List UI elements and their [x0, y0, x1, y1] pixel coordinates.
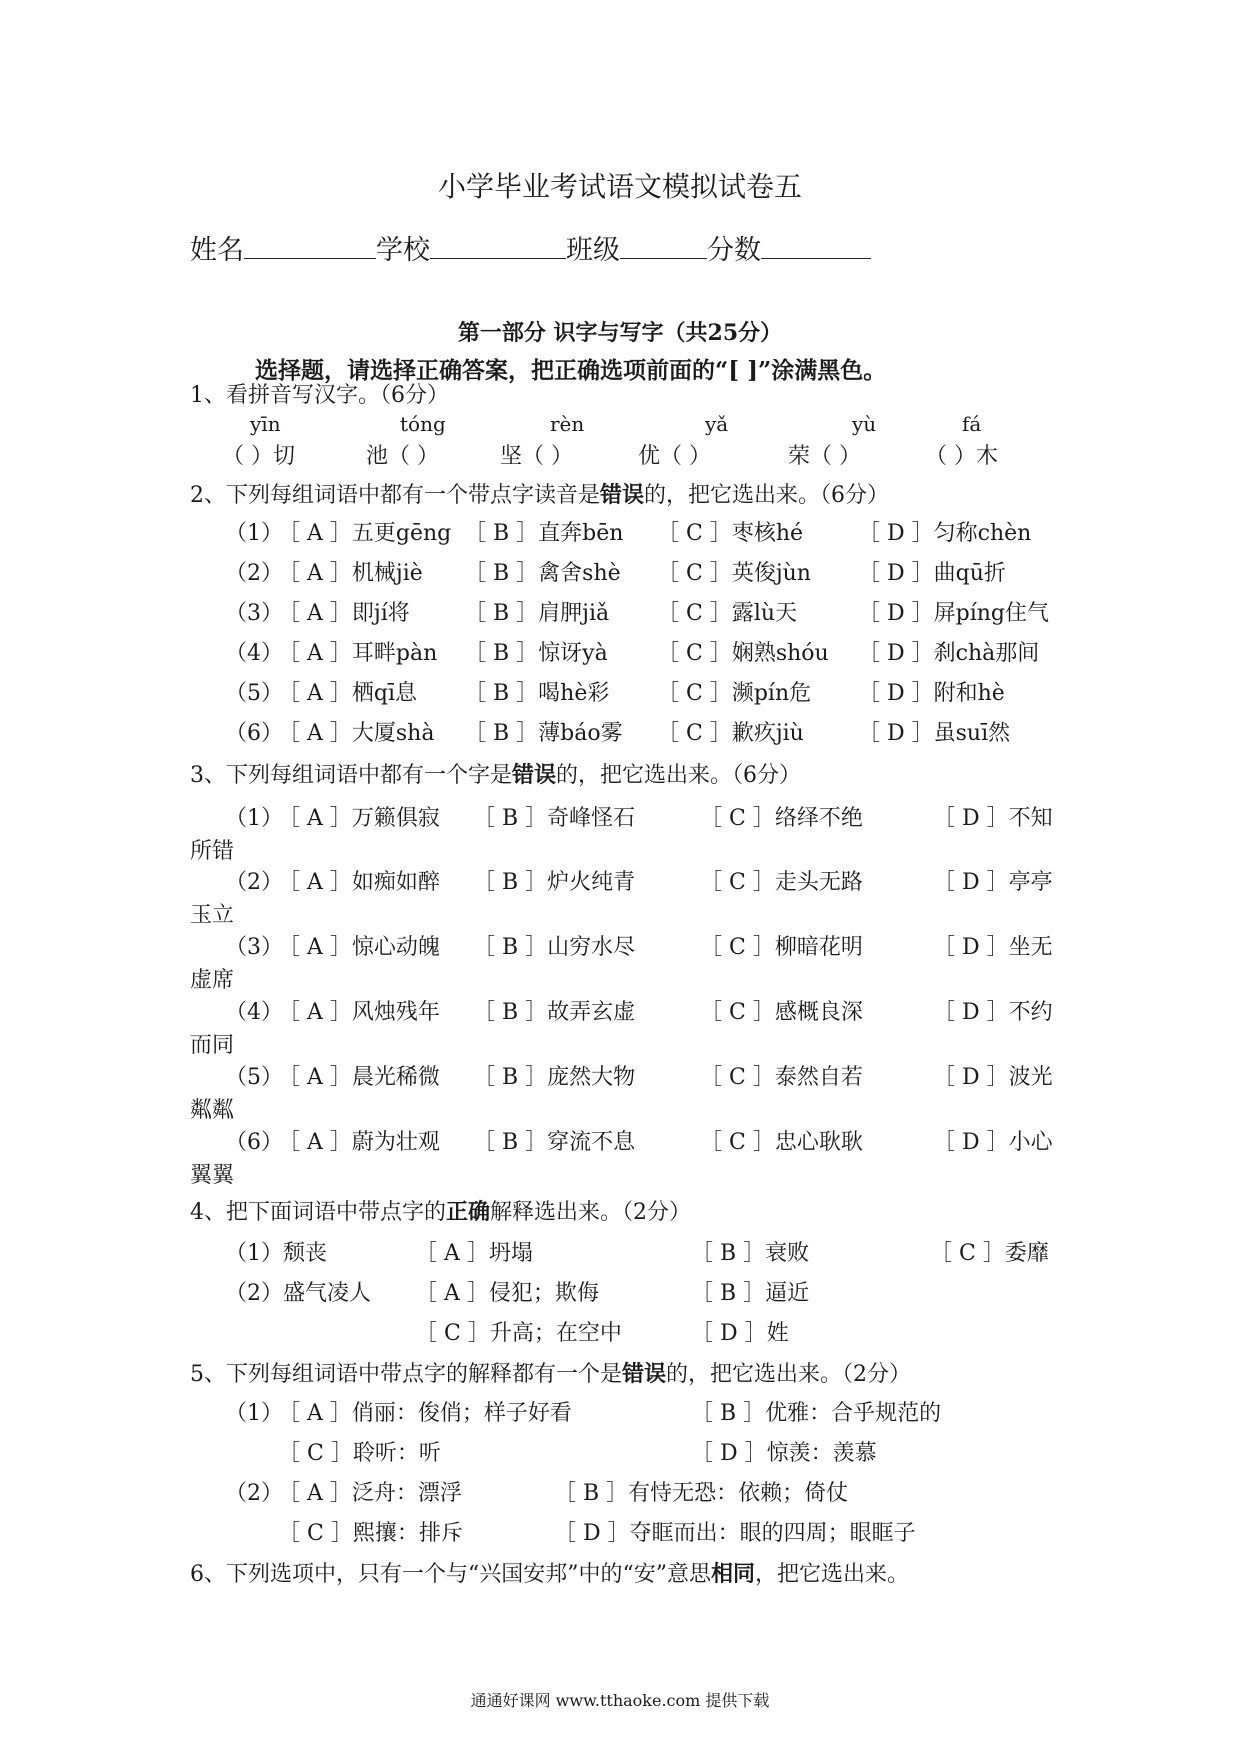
q1-pinyin-3: rèn [550, 412, 585, 436]
q1-blank-1[interactable]: （ ）切 [222, 444, 295, 469]
q3-row3-d[interactable]: ［ D ］坐无 [933, 935, 1053, 960]
q3-row2-wrap: 玉立 [190, 903, 235, 928]
q2-row1-d[interactable]: ［ D ］匀称chèn [858, 521, 1032, 546]
q4-row3-c[interactable]: ［ C ］升高；在空中 [415, 1321, 622, 1346]
q4-row2-a[interactable]: ［ A ］侵犯；欺侮 [415, 1281, 599, 1306]
q6-stem-bold: 相同 [711, 1561, 756, 1587]
q2-row2-a[interactable]: ［ A ］机械jiè [278, 561, 423, 586]
q3-stem [190, 761, 801, 790]
q6-stem-a: 6、下列选项中，只有一个与“兴国安邦”中的“安”意思 [190, 1562, 711, 1587]
q3-stem-a: 3、下列每组词语中都有一个字是 [190, 763, 512, 788]
q2-row4-num: （4） [225, 641, 283, 666]
score-blank[interactable] [761, 234, 871, 259]
q2-row1-a[interactable]: ［ A ］五更gēng [278, 521, 452, 546]
name-label: 姓名 [190, 235, 244, 266]
q5-stem-c: 的，把它选出来。（2分） [666, 1362, 912, 1387]
q2-row3-a[interactable]: ［ A ］即jí将 [278, 601, 410, 626]
q4-row1-a[interactable]: ［ A ］坍塌 [415, 1241, 533, 1266]
q3-row2-num: （2） [225, 870, 283, 895]
q3-row1-a[interactable]: ［ A ］万籁俱寂 [278, 806, 440, 831]
q2-stem-a: 2、下列每组词语中都有一个带点字读音是 [190, 483, 600, 508]
q3-row4-d[interactable]: ［ D ］不约 [933, 1000, 1053, 1025]
q3-row5-num: （5） [225, 1065, 283, 1090]
q3-row1-num: （1） [225, 806, 283, 831]
q3-row2-b[interactable]: ［ B ］炉火纯青 [473, 870, 636, 895]
q3-row6-a[interactable]: ［ A ］蔚为壮观 [278, 1130, 440, 1155]
q2-row6-b[interactable]: ［ B ］薄báo雾 [464, 721, 623, 746]
q5-g1-a[interactable]: ［ A ］俏丽：俊俏；样子好看 [278, 1401, 572, 1426]
q3-row5-d[interactable]: ［ D ］波光 [933, 1065, 1053, 1090]
score-label: 分数 [707, 235, 761, 266]
q5-g1-c[interactable]: ［ C ］聆听：听 [278, 1441, 441, 1466]
page-title: 小学毕业考试语文模拟试卷五 [437, 170, 802, 203]
q5-g2-b[interactable]: ［ B ］有恃无恐：依赖；倚仗 [554, 1481, 849, 1506]
name-blank[interactable] [244, 234, 376, 259]
q2-row5-a[interactable]: ［ A ］栖qī息 [278, 681, 417, 706]
q4-row2-term: （2）盛气凌人 [225, 1281, 371, 1306]
q4-row3-d[interactable]: ［ D ］姓 [691, 1321, 789, 1346]
q2-row4-b[interactable]: ［ B ］惊讶yà [464, 641, 608, 666]
footer-source: 通通好课网 www.tthaoke.com 提供下载 [470, 1691, 770, 1710]
part1-title: 第一部分 识字与写字（共25分） [457, 320, 783, 346]
q3-row4-a[interactable]: ［ A ］风烛残年 [278, 1000, 440, 1025]
q2-row3-b[interactable]: ［ B ］肩胛jiǎ [464, 601, 610, 626]
q2-row6-num: （6） [225, 721, 283, 746]
q2-row2-num: （2） [225, 561, 283, 586]
q2-row5-c[interactable]: ［ C ］濒pín危 [657, 681, 812, 706]
q2-row6-c[interactable]: ［ C ］歉疚jiù [657, 721, 804, 746]
q3-row4-c[interactable]: ［ C ］感概良深 [700, 1000, 863, 1025]
q3-row4-num: （4） [225, 1000, 283, 1025]
q1-blank-5[interactable]: 荣（ ） [788, 444, 861, 469]
q3-row4-wrap: 而同 [190, 1033, 235, 1058]
q3-row5-c[interactable]: ［ C ］泰然自若 [700, 1065, 863, 1090]
q4-stem-bold: 正确 [446, 1199, 491, 1225]
q3-row3-num: （3） [225, 935, 283, 960]
q3-stem-bold: 错误 [512, 762, 557, 788]
q3-row2-c[interactable]: ［ C ］走头无路 [700, 870, 863, 895]
q3-row1-b[interactable]: ［ B ］奇峰怪石 [473, 806, 636, 831]
q2-row4-c[interactable]: ［ C ］娴熟shóu [657, 641, 829, 666]
q2-stem-c: 的，把它选出来。（6分） [644, 483, 890, 508]
student-info-line [190, 228, 871, 267]
q6-stem-c: ，把它选出来。 [755, 1562, 910, 1587]
q2-row2-c[interactable]: ［ C ］英俊jùn [657, 561, 811, 586]
q1-pinyin-4: yǎ [705, 412, 729, 436]
q3-row5-wrap: 粼粼 [190, 1098, 235, 1123]
q5-g2-c[interactable]: ［ C ］熙攘：排斥 [278, 1521, 463, 1546]
q5-stem [190, 1360, 911, 1389]
q5-stem-bold: 错误 [622, 1361, 667, 1387]
q2-row5-num: （5） [225, 681, 283, 706]
q3-row4-b[interactable]: ［ B ］故弄玄虚 [473, 1000, 636, 1025]
q3-row1-wrap: 所错 [190, 839, 235, 864]
q5-stem-a: 5、下列每组词语中带点字的解释都有一个是 [190, 1362, 622, 1387]
q1-pinyin-5: yù [852, 412, 877, 436]
q2-row4-a[interactable]: ［ A ］耳畔pàn [278, 641, 438, 666]
q2-row5-b[interactable]: ［ B ］喝hè彩 [464, 681, 610, 706]
q3-row5-b[interactable]: ［ B ］庞然大物 [473, 1065, 636, 1090]
q2-row5-d[interactable]: ［ D ］附和hè [858, 681, 1005, 706]
q2-row1-num: （1） [225, 521, 283, 546]
q2-row4-d[interactable]: ［ D ］刹chà那间 [858, 641, 1040, 666]
q1-blank-2[interactable]: 池（ ） [366, 444, 439, 469]
q2-row6-a[interactable]: ［ A ］大厦shà [278, 721, 435, 746]
q2-row2-d[interactable]: ［ D ］曲qū折 [858, 561, 1006, 586]
q3-row6-num: （6） [225, 1130, 283, 1155]
q5-group2-num: （2） [225, 1481, 283, 1506]
q2-row3-d[interactable]: ［ D ］屏píng住气 [858, 601, 1049, 626]
q3-row2-a[interactable]: ［ A ］如痴如醉 [278, 870, 440, 895]
q2-row1-c[interactable]: ［ C ］枣核hé [657, 521, 804, 546]
q3-stem-c: 的，把它选出来。（6分） [556, 763, 802, 788]
q2-row3-c[interactable]: ［ C ］露lù天 [657, 601, 798, 626]
q1-pinyin-2: tóng [400, 412, 446, 436]
q1-blank-3[interactable]: 坚（ ） [500, 444, 573, 469]
q3-row6-d[interactable]: ［ D ］小心 [933, 1130, 1053, 1155]
q3-row6-wrap: 翼翼 [190, 1163, 235, 1188]
q2-row2-b[interactable]: ［ B ］禽舍shè [464, 561, 621, 586]
q5-g2-d[interactable]: ［ D ］夺眶而出：眼的四周；眼眶子 [554, 1521, 916, 1546]
part1-instructions: 选择题，请选择正确答案，把正确选项前面的“[ ]”涂满黑色。 [255, 357, 887, 384]
q2-stem-bold: 错误 [600, 482, 645, 508]
q3-row3-a[interactable]: ［ A ］惊心动魄 [278, 935, 440, 960]
q5-g1-b[interactable]: ［ B ］优雅：合乎规范的 [691, 1401, 942, 1426]
q1-pinyin-6: fá [962, 412, 982, 436]
q3-row1-c[interactable]: ［ C ］络绎不绝 [700, 806, 863, 831]
q4-row1-c[interactable]: ［ C ］委靡 [930, 1241, 1049, 1266]
q4-stem-c: 解释选出来。（2分） [490, 1200, 692, 1225]
q4-stem [190, 1198, 691, 1227]
q3-row1-d[interactable]: ［ D ］不知 [933, 806, 1053, 831]
q5-group1-num: （1） [225, 1401, 283, 1426]
q3-row5-a[interactable]: ［ A ］晨光稀微 [278, 1065, 440, 1090]
q4-row2-b[interactable]: ［ B ］逼近 [691, 1281, 810, 1306]
class-label: 班级 [566, 235, 620, 266]
q2-row3-num: （3） [225, 601, 283, 626]
q3-row2-d[interactable]: ［ D ］亭亭 [933, 870, 1053, 895]
q2-row1-b[interactable]: ［ B ］直奔bēn [464, 521, 624, 546]
q5-g1-d[interactable]: ［ D ］惊羡：羡慕 [691, 1441, 877, 1466]
q4-stem-a: 4、把下面词语中带点字的 [190, 1200, 446, 1225]
q2-stem [190, 481, 889, 510]
q4-row1-b[interactable]: ［ B ］衰败 [691, 1241, 810, 1266]
q6-stem [190, 1560, 909, 1589]
q3-row3-wrap: 虚席 [190, 968, 235, 993]
q3-row3-c[interactable]: ［ C ］柳暗花明 [700, 935, 863, 960]
q1-blank-4[interactable]: 优（ ） [638, 444, 711, 469]
q2-row6-d[interactable]: ［ D ］虽suī然 [858, 721, 1011, 746]
q3-row3-b[interactable]: ［ B ］山穷水尽 [473, 935, 636, 960]
class-blank[interactable] [620, 234, 707, 259]
q1-stem: 1、看拼音写汉字。（6分） [190, 383, 449, 408]
q5-g2-a[interactable]: ［ A ］泛舟：漂浮 [278, 1481, 462, 1506]
q1-blank-6[interactable]: （ ）木 [925, 444, 998, 469]
school-label: 学校 [376, 235, 430, 266]
q1-pinyin-1: yīn [250, 412, 281, 436]
q4-row1-term: （1）颓丧 [225, 1241, 327, 1266]
q3-row6-c[interactable]: ［ C ］忠心耿耿 [700, 1130, 863, 1155]
q3-row6-b[interactable]: ［ B ］穿流不息 [473, 1130, 636, 1155]
school-blank[interactable] [430, 234, 566, 259]
